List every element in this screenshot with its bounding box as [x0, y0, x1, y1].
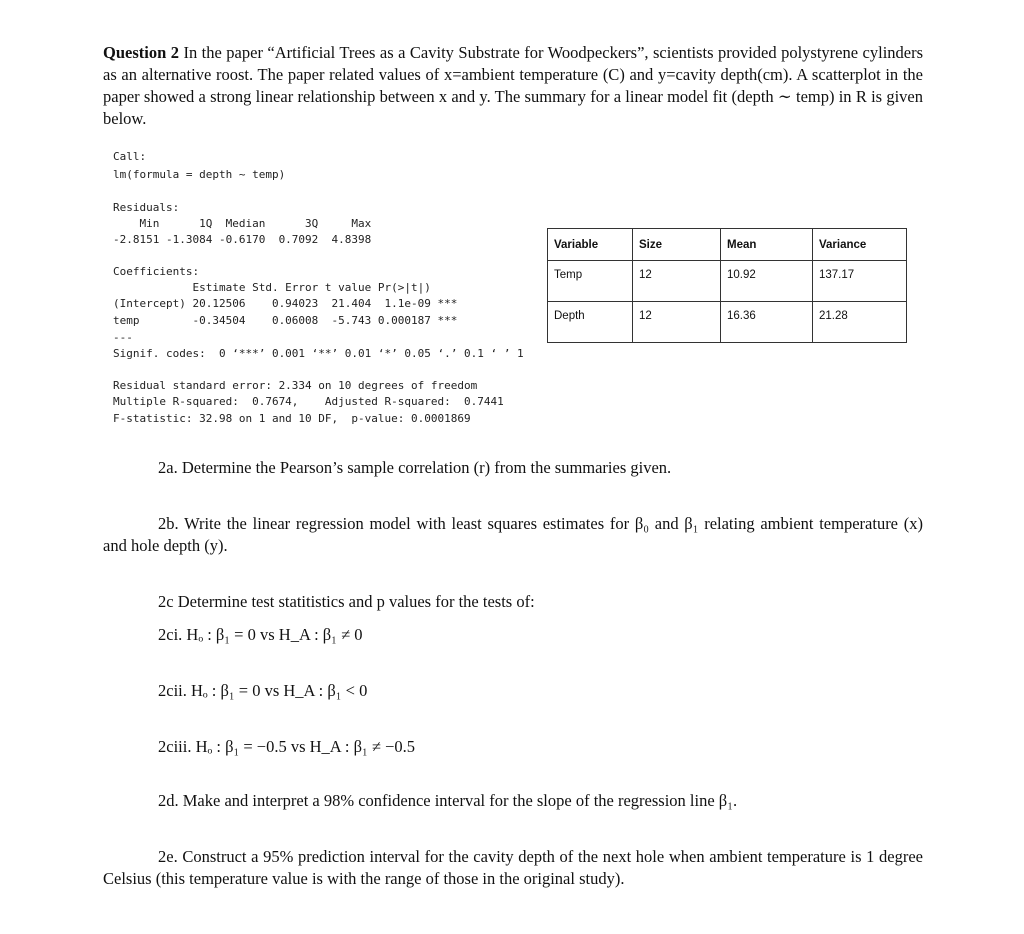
question-text: In the paper “Artificial Trees as a Cavity Substrate for Woodpeckers”, scientists provided polystyrene cylinders as an alternative roost. The paper related values of x=ambient temperature (C) and y=cavity depth(cm). A scatterplot in the paper showed a strong linear relationship between x and y. The summary for a linear model fit (depth ∼ temp) in R is given below.: [103, 43, 924, 128]
table-cell: 12: [633, 261, 721, 302]
r-line: temp -0.34504 0.06008 -5.743 0.000187 ***: [113, 314, 458, 327]
column-header: Variable: [548, 229, 633, 261]
r-line: Multiple R-squared: 0.7674, Adjusted R-squared: 0.7441: [113, 395, 511, 408]
part-2a: 2a. Determine the Pearson’s sample correlation (r) from the summaries given.: [158, 458, 672, 477]
part-2b: 2b. Write the linear regression model with least squares estimates for β₀ and β₁ relating ambient temperature (x) and hole depth (y).: [103, 514, 923, 555]
part-2d: 2d. Make and interpret a 98% confidence interval for the slope of the regression line β₁.: [158, 791, 738, 810]
r-line: Estimate Std. Error t value Pr(>|t|): [113, 281, 458, 294]
r-line: -2.8151 -1.3084 -0.6170 0.7092 4.8398: [113, 233, 378, 246]
table-cell: 16.36: [721, 302, 813, 343]
question-label: Question 2: [103, 43, 179, 62]
table-cell: 10.92: [721, 261, 813, 302]
r-line: Residuals:: [113, 201, 180, 214]
part-2ciii: 2ciii. Hₒ : β₁ = −0.5 vs H_A : β₁ ≠ −0.5: [158, 737, 416, 756]
part-2ci: 2ci. Hₒ : β₁ = 0 vs H_A : β₁ ≠ 0: [158, 625, 363, 644]
part-2cii: 2cii. Hₒ : β₁ = 0 vs H_A : β₁ < 0: [158, 681, 368, 700]
table-row: [548, 261, 907, 302]
table-cell: Temp: [548, 261, 633, 302]
table-cell: Depth: [548, 302, 633, 343]
r-line: Call:: [113, 150, 147, 163]
r-line: Coefficients:: [113, 265, 200, 278]
table-header-row: [548, 229, 907, 261]
question-intro: [103, 42, 923, 130]
r-line: ---: [113, 331, 133, 344]
table-cell: 137.17: [813, 261, 907, 302]
table-cell: 21.28: [813, 302, 907, 343]
summary-table: [547, 228, 907, 343]
r-line: F-statistic: 32.98 on 1 and 10 DF, p-value: 0.0001869: [113, 412, 471, 425]
r-line: Min 1Q Median 3Q Max: [113, 217, 378, 230]
r-line: (Intercept) 20.12506 0.94023 21.404 1.1e-09 ***: [113, 297, 458, 310]
part-2c: 2c Determine test statitistics and p values for the tests of:: [158, 592, 535, 611]
r-line: lm(formula = depth ~ temp): [113, 168, 286, 181]
r-line: Residual standard error: 2.334 on 10 degrees of freedom: [113, 379, 478, 392]
part-2e: 2e. Construct a 95% prediction interval for the cavity depth of the next hole when ambient temperature is 1 degree Celsius (this temperature value is with the range of those in the original study).: [103, 847, 923, 888]
table-cell: 12: [633, 302, 721, 343]
table-row: [548, 302, 907, 343]
column-header: Mean: [721, 229, 813, 261]
r-line: Signif. codes: 0 ‘***’ 0.001 ‘**’ 0.01 ‘*’ 0.05 ‘.’ 0.1 ‘ ’ 1: [113, 347, 524, 360]
column-header: Size: [633, 229, 721, 261]
column-header: Variance: [813, 229, 907, 261]
